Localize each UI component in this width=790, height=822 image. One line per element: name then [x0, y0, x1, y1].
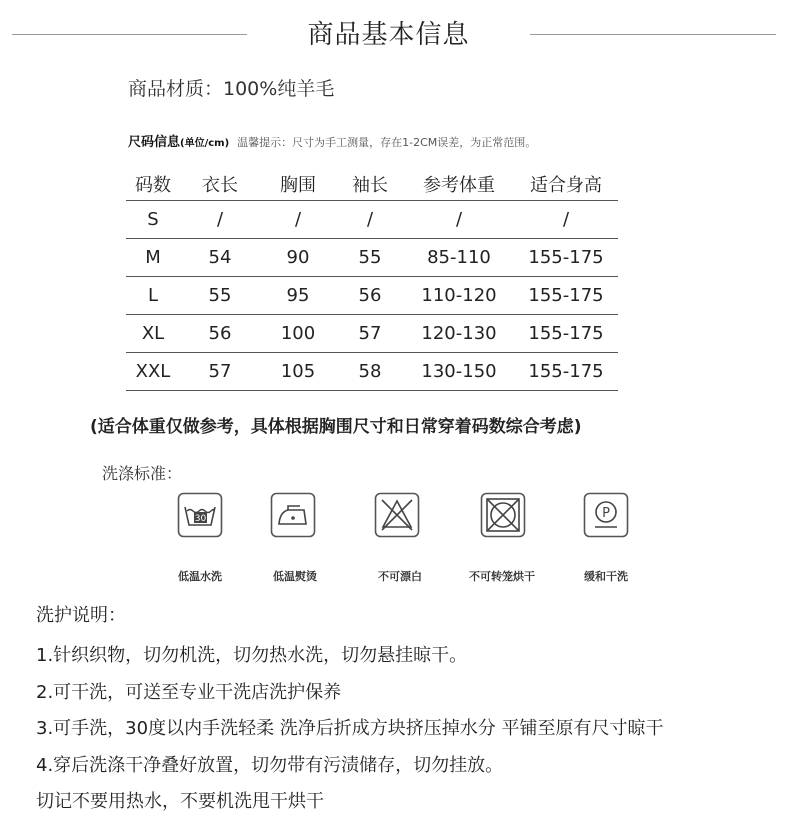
table-cell: 95	[286, 285, 310, 306]
header-cell: 胸围	[280, 175, 316, 196]
table-cell: L	[147, 285, 159, 306]
table-cell: 155-175	[528, 323, 604, 344]
table-cell: 155-175	[528, 285, 604, 306]
table-row	[126, 201, 618, 239]
header-cell: 适合身高	[530, 175, 602, 196]
size-info-unit: (单位/cm)	[180, 138, 230, 149]
table-cell: S	[147, 209, 159, 230]
material-info: 商品材质：100%纯羊毛	[128, 78, 335, 100]
table-cell: 56	[358, 285, 382, 306]
header-cell: 参考体重	[423, 175, 495, 196]
header-cell: 衣长	[202, 175, 238, 196]
table-cell: /	[294, 209, 302, 230]
care-warning-line: 切记不要用热水，不要机洗甩干烘干	[36, 791, 324, 812]
table-row	[126, 239, 618, 277]
care-label-low-temp-wash: 低温水洗	[178, 570, 222, 583]
size-table-header-row	[126, 168, 618, 201]
care-label-gentle-dry-clean: 缓和干洗	[584, 570, 628, 583]
table-cell: 100	[280, 323, 316, 344]
care-label-no-bleach: 不可漂白	[378, 570, 422, 583]
table-cell: /	[366, 209, 374, 230]
svg-text:P: P	[602, 506, 610, 521]
low-temp-iron-icon	[270, 492, 316, 538]
table-row	[126, 353, 618, 391]
table-cell: 57	[208, 361, 232, 382]
table-cell: M	[145, 247, 161, 268]
care-label-low-temp-iron: 低温熨烫	[273, 570, 317, 583]
table-cell: /	[216, 209, 224, 230]
care-instruction-line: 4.穿后洗涤干净叠好放置，切勿带有污渍储存，切勿挂放。	[36, 755, 504, 776]
size-note: (适合体重仅做参考，具体根据胸围尺寸和日常穿着码数综合考虑)	[90, 417, 582, 437]
care-label-no-tumble-dry: 不可转笼烘干	[469, 570, 535, 583]
wash-standard-title: 洗涤标准：	[102, 464, 183, 483]
size-info-heading	[128, 131, 536, 150]
table-row	[126, 315, 618, 353]
care-instruction-line: 3.可手洗，30度以内手洗轻柔 洗净后折成方块挤压掉水分 平铺至原有尺寸晾干	[36, 718, 664, 739]
no-tumble-dry-icon	[480, 492, 526, 538]
size-info-title: 尺码信息	[128, 135, 181, 150]
table-cell: 55	[208, 285, 232, 306]
page-header	[0, 14, 790, 54]
care-instructions-title: 洗护说明：	[36, 605, 126, 626]
header-cell: 码数	[135, 175, 171, 196]
table-cell: XL	[141, 323, 165, 344]
size-info-tip: 温馨提示：尺寸为手工测量，存在1-2CM误差，为正常范围。	[237, 136, 537, 149]
table-cell: /	[455, 209, 463, 230]
svg-text:30: 30	[194, 514, 207, 524]
table-cell: 57	[358, 323, 382, 344]
table-cell: XXL	[135, 361, 171, 382]
header-cell: 袖长	[352, 175, 388, 196]
table-cell: 155-175	[528, 361, 604, 382]
table-cell: 105	[280, 361, 316, 382]
table-cell: 110-120	[421, 285, 497, 306]
care-instruction-line: 1.针织织物，切勿机洗，切勿热水洗，切勿悬挂晾干。	[36, 645, 468, 666]
low-temp-wash-icon	[177, 492, 223, 538]
table-cell: 120-130	[421, 323, 497, 344]
table-cell: 55	[358, 247, 382, 268]
page-title: 商品基本信息	[307, 20, 470, 50]
gentle-dry-clean-icon	[583, 492, 629, 538]
table-cell: 85-110	[427, 247, 491, 268]
table-cell: /	[562, 209, 570, 230]
no-bleach-icon	[374, 492, 420, 538]
header-divider-left	[12, 34, 247, 35]
care-instruction-line: 2.可干洗，可送至专业干洗店洗护保养	[36, 682, 342, 703]
table-cell: 58	[358, 361, 382, 382]
table-cell: 54	[208, 247, 232, 268]
size-table	[126, 168, 618, 391]
header-divider-right	[530, 34, 776, 35]
table-cell: 155-175	[528, 247, 604, 268]
table-cell: 130-150	[421, 361, 497, 382]
table-cell: 56	[208, 323, 232, 344]
table-cell: 90	[286, 247, 310, 268]
table-row	[126, 277, 618, 315]
